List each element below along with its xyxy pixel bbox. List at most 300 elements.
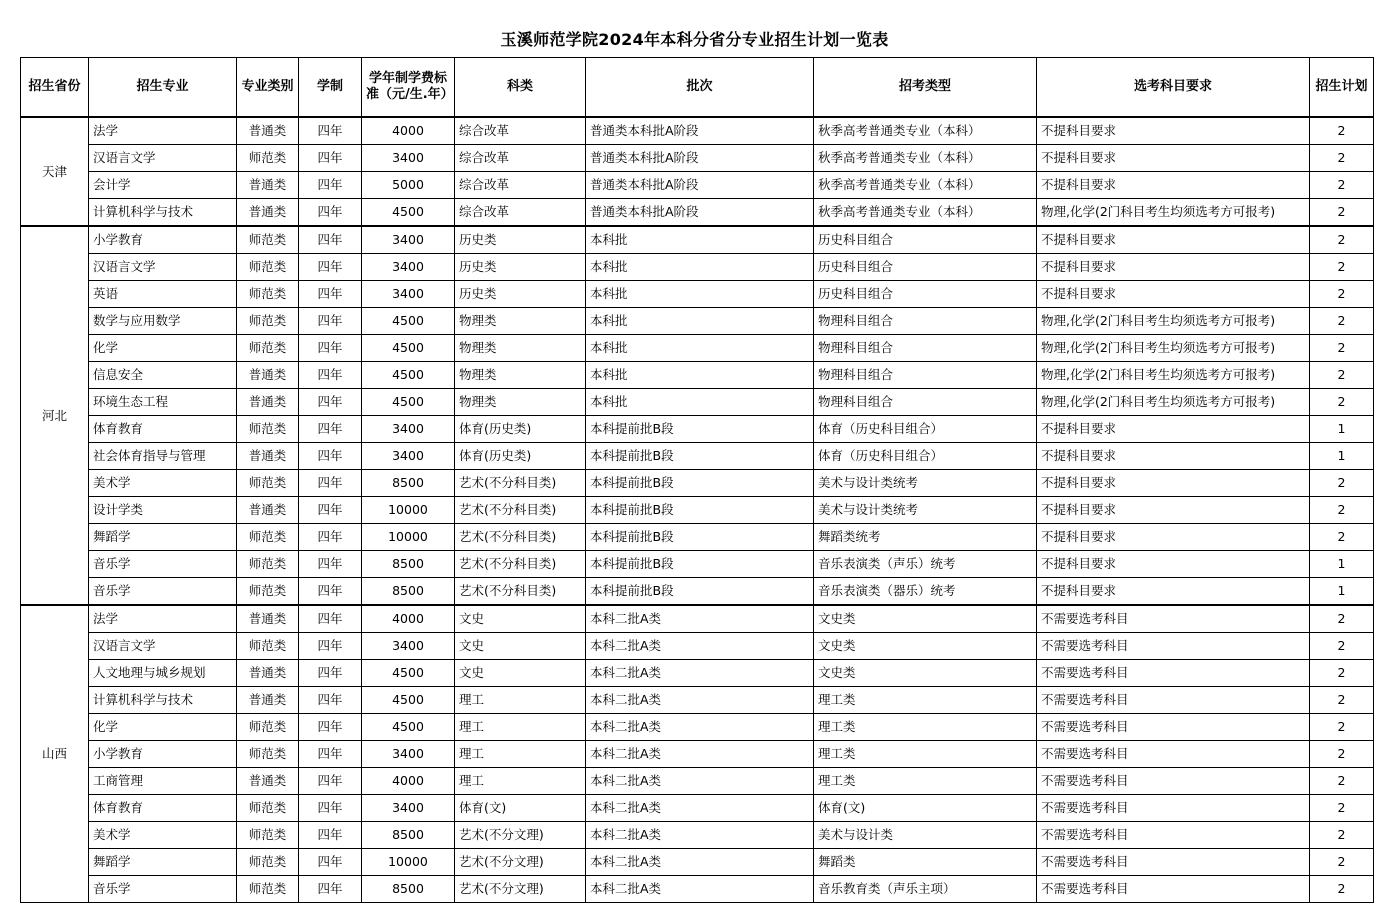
cell-duration: 四年 [299,633,362,660]
header-province: 招生省份 [21,58,89,118]
cell-duration: 四年 [299,524,362,551]
cell-requirement: 不提科目要求 [1037,281,1310,308]
cell-plan: 1 [1310,443,1374,470]
cell-subject: 综合改革 [455,199,586,227]
cell-subject: 综合改革 [455,145,586,172]
cell-plan: 2 [1310,308,1374,335]
cell-plan: 2 [1310,849,1374,876]
cell-duration: 四年 [299,308,362,335]
cell-fee: 4500 [362,687,455,714]
cell-major: 人文地理与城乡规划 [89,660,237,687]
cell-plan: 2 [1310,281,1374,308]
table-row [21,226,1374,254]
cell-major: 工商管理 [89,768,237,795]
cell-subject: 艺术(不分文理) [455,876,586,903]
table-row [21,362,1374,389]
cell-exam-type: 物理科目组合 [814,308,1037,335]
cell-category: 普通类 [237,389,299,416]
cell-exam-type: 秋季高考普通类专业（本科） [814,145,1037,172]
cell-subject: 理工 [455,768,586,795]
cell-plan: 2 [1310,768,1374,795]
cell-batch: 本科提前批B段 [586,497,814,524]
table-row [21,443,1374,470]
cell-category: 师范类 [237,551,299,578]
table-row [21,687,1374,714]
cell-category: 师范类 [237,795,299,822]
cell-exam-type: 音乐表演类（器乐）统考 [814,578,1037,606]
cell-batch: 本科二批A类 [586,822,814,849]
cell-fee: 3400 [362,443,455,470]
cell-exam-type: 体育（历史科目组合） [814,443,1037,470]
cell-subject: 艺术(不分科目类) [455,470,586,497]
cell-batch: 本科提前批B段 [586,443,814,470]
cell-plan: 2 [1310,226,1374,254]
cell-requirement: 不提科目要求 [1037,497,1310,524]
cell-subject: 艺术(不分科目类) [455,551,586,578]
cell-requirement: 不需要选考科目 [1037,714,1310,741]
cell-duration: 四年 [299,281,362,308]
cell-major: 美术学 [89,470,237,497]
cell-plan: 2 [1310,199,1374,227]
cell-category: 普通类 [237,687,299,714]
cell-exam-type: 历史科目组合 [814,254,1037,281]
cell-requirement: 物理,化学(2门科目考生均须选考方可报考) [1037,308,1310,335]
cell-fee: 8500 [362,822,455,849]
header-fee: 学年制学费标准（元/生.年） [362,58,455,118]
cell-fee: 4500 [362,714,455,741]
cell-major: 信息安全 [89,362,237,389]
cell-fee: 4500 [362,660,455,687]
cell-exam-type: 理工类 [814,741,1037,768]
cell-batch: 本科二批A类 [586,768,814,795]
cell-duration: 四年 [299,497,362,524]
cell-fee: 4500 [362,389,455,416]
cell-major: 汉语言文学 [89,254,237,281]
cell-batch: 本科批 [586,308,814,335]
cell-requirement: 不需要选考科目 [1037,660,1310,687]
cell-category: 师范类 [237,335,299,362]
cell-fee: 4000 [362,605,455,633]
table-row [21,389,1374,416]
table-row [21,849,1374,876]
header-category: 专业类别 [237,58,299,118]
cell-category: 普通类 [237,660,299,687]
cell-duration: 四年 [299,578,362,606]
cell-subject: 历史类 [455,281,586,308]
cell-requirement: 不提科目要求 [1037,172,1310,199]
cell-category: 普通类 [237,443,299,470]
cell-requirement: 物理,化学(2门科目考生均须选考方可报考) [1037,199,1310,227]
cell-exam-type: 体育（历史科目组合） [814,416,1037,443]
table-header [21,58,1374,118]
cell-subject: 历史类 [455,254,586,281]
cell-plan: 2 [1310,660,1374,687]
cell-duration: 四年 [299,849,362,876]
cell-requirement: 不提科目要求 [1037,416,1310,443]
cell-plan: 2 [1310,117,1374,145]
cell-plan: 1 [1310,416,1374,443]
cell-subject: 文史 [455,605,586,633]
cell-fee: 3400 [362,226,455,254]
cell-category: 普通类 [237,199,299,227]
cell-subject: 艺术(不分科目类) [455,497,586,524]
cell-batch: 本科二批A类 [586,633,814,660]
cell-category: 师范类 [237,226,299,254]
cell-major: 小学教育 [89,226,237,254]
cell-exam-type: 物理科目组合 [814,335,1037,362]
cell-plan: 2 [1310,389,1374,416]
page-title: 玉溪师范学院2024年本科分省分专业招生计划一览表 [500,30,889,49]
cell-duration: 四年 [299,470,362,497]
cell-category: 师范类 [237,308,299,335]
cell-subject: 体育(文) [455,795,586,822]
cell-major: 计算机科学与技术 [89,199,237,227]
table-row [21,714,1374,741]
cell-duration: 四年 [299,254,362,281]
cell-fee: 8500 [362,876,455,903]
cell-fee: 4500 [362,362,455,389]
cell-batch: 本科二批A类 [586,876,814,903]
cell-subject: 物理类 [455,362,586,389]
cell-requirement: 不提科目要求 [1037,551,1310,578]
cell-fee: 8500 [362,551,455,578]
cell-major: 数学与应用数学 [89,308,237,335]
cell-duration: 四年 [299,876,362,903]
cell-exam-type: 文史类 [814,605,1037,633]
cell-exam-type: 秋季高考普通类专业（本科） [814,117,1037,145]
cell-fee: 3400 [362,145,455,172]
cell-subject: 综合改革 [455,172,586,199]
cell-plan: 2 [1310,172,1374,199]
cell-category: 普通类 [237,497,299,524]
cell-category: 师范类 [237,254,299,281]
cell-exam-type: 美术与设计类 [814,822,1037,849]
cell-duration: 四年 [299,145,362,172]
cell-fee: 8500 [362,470,455,497]
cell-major: 法学 [89,605,237,633]
cell-batch: 本科批 [586,281,814,308]
cell-subject: 历史类 [455,226,586,254]
cell-requirement: 不需要选考科目 [1037,822,1310,849]
cell-major: 设计学类 [89,497,237,524]
cell-fee: 4500 [362,308,455,335]
cell-fee: 10000 [362,849,455,876]
table-row [21,660,1374,687]
cell-duration: 四年 [299,199,362,227]
table-row [21,470,1374,497]
cell-plan: 1 [1310,551,1374,578]
cell-subject: 综合改革 [455,117,586,145]
cell-major: 法学 [89,117,237,145]
cell-major: 体育教育 [89,416,237,443]
cell-duration: 四年 [299,660,362,687]
cell-fee: 3400 [362,633,455,660]
cell-exam-type: 历史科目组合 [814,281,1037,308]
province-group [21,605,1374,903]
cell-exam-type: 理工类 [814,768,1037,795]
header-plan: 招生计划 [1310,58,1374,118]
table-row [21,524,1374,551]
header-requirement: 选考科目要求 [1037,58,1310,118]
cell-batch: 普通类本科批A阶段 [586,117,814,145]
cell-plan: 2 [1310,795,1374,822]
cell-duration: 四年 [299,687,362,714]
cell-requirement: 不提科目要求 [1037,470,1310,497]
table-row [21,335,1374,362]
cell-duration: 四年 [299,551,362,578]
cell-category: 师范类 [237,145,299,172]
cell-fee: 3400 [362,254,455,281]
cell-major: 美术学 [89,822,237,849]
cell-subject: 物理类 [455,308,586,335]
cell-subject: 理工 [455,741,586,768]
cell-exam-type: 体育(文) [814,795,1037,822]
cell-duration: 四年 [299,795,362,822]
cell-category: 师范类 [237,416,299,443]
cell-batch: 本科二批A类 [586,849,814,876]
cell-requirement: 不提科目要求 [1037,578,1310,606]
cell-requirement: 不需要选考科目 [1037,768,1310,795]
header-duration: 学制 [299,58,362,118]
cell-batch: 本科二批A类 [586,605,814,633]
cell-category: 师范类 [237,849,299,876]
cell-major: 英语 [89,281,237,308]
table-row [21,876,1374,903]
cell-duration: 四年 [299,443,362,470]
cell-category: 普通类 [237,362,299,389]
cell-batch: 本科批 [586,254,814,281]
header-exam-type: 招考类型 [814,58,1037,118]
cell-major: 会计学 [89,172,237,199]
cell-province: 河北 [21,226,89,605]
cell-exam-type: 音乐表演类（声乐）统考 [814,551,1037,578]
cell-batch: 普通类本科批A阶段 [586,199,814,227]
enrollment-plan-table [20,57,1374,903]
table-row [21,416,1374,443]
cell-requirement: 不提科目要求 [1037,117,1310,145]
cell-requirement: 不需要选考科目 [1037,795,1310,822]
cell-major: 汉语言文学 [89,633,237,660]
cell-subject: 艺术(不分科目类) [455,524,586,551]
cell-category: 师范类 [237,714,299,741]
table-row [21,254,1374,281]
cell-batch: 本科二批A类 [586,660,814,687]
cell-batch: 本科批 [586,226,814,254]
cell-batch: 普通类本科批A阶段 [586,145,814,172]
cell-subject: 理工 [455,714,586,741]
cell-requirement: 物理,化学(2门科目考生均须选考方可报考) [1037,335,1310,362]
cell-exam-type: 理工类 [814,714,1037,741]
cell-requirement: 不提科目要求 [1037,254,1310,281]
cell-plan: 2 [1310,362,1374,389]
cell-batch: 普通类本科批A阶段 [586,172,814,199]
table-row [21,741,1374,768]
cell-batch: 本科二批A类 [586,714,814,741]
cell-major: 环境生态工程 [89,389,237,416]
cell-exam-type: 历史科目组合 [814,226,1037,254]
cell-requirement: 不提科目要求 [1037,226,1310,254]
cell-fee: 8500 [362,578,455,606]
cell-batch: 本科批 [586,362,814,389]
cell-major: 汉语言文学 [89,145,237,172]
cell-plan: 2 [1310,470,1374,497]
cell-plan: 2 [1310,145,1374,172]
cell-major: 音乐学 [89,578,237,606]
table-row [21,308,1374,335]
cell-batch: 本科提前批B段 [586,524,814,551]
cell-requirement: 不提科目要求 [1037,524,1310,551]
cell-major: 音乐学 [89,876,237,903]
cell-subject: 体育(历史类) [455,416,586,443]
cell-major: 社会体育指导与管理 [89,443,237,470]
cell-batch: 本科提前批B段 [586,551,814,578]
cell-plan: 2 [1310,741,1374,768]
cell-requirement: 不需要选考科目 [1037,876,1310,903]
cell-plan: 2 [1310,605,1374,633]
cell-duration: 四年 [299,226,362,254]
cell-duration: 四年 [299,605,362,633]
cell-province: 天津 [21,117,89,226]
cell-exam-type: 舞蹈类 [814,849,1037,876]
cell-exam-type: 美术与设计类统考 [814,497,1037,524]
cell-plan: 2 [1310,876,1374,903]
table-row [21,172,1374,199]
table-row [21,199,1374,227]
cell-plan: 1 [1310,578,1374,606]
table-row [21,822,1374,849]
cell-fee: 4000 [362,768,455,795]
cell-exam-type: 音乐教育类（声乐主项） [814,876,1037,903]
table-row [21,551,1374,578]
cell-subject: 理工 [455,687,586,714]
cell-major: 音乐学 [89,551,237,578]
cell-category: 师范类 [237,281,299,308]
cell-subject: 艺术(不分文理) [455,849,586,876]
cell-category: 师范类 [237,741,299,768]
cell-category: 普通类 [237,605,299,633]
cell-batch: 本科二批A类 [586,687,814,714]
cell-subject: 体育(历史类) [455,443,586,470]
table-row [21,145,1374,172]
cell-requirement: 不需要选考科目 [1037,741,1310,768]
cell-exam-type: 文史类 [814,660,1037,687]
cell-fee: 4500 [362,335,455,362]
cell-plan: 2 [1310,497,1374,524]
header-batch: 批次 [586,58,814,118]
cell-category: 师范类 [237,822,299,849]
cell-duration: 四年 [299,822,362,849]
cell-duration: 四年 [299,768,362,795]
cell-plan: 2 [1310,687,1374,714]
cell-exam-type: 秋季高考普通类专业（本科） [814,199,1037,227]
cell-subject: 文史 [455,633,586,660]
table-row [21,497,1374,524]
cell-batch: 本科二批A类 [586,795,814,822]
header-major: 招生专业 [89,58,237,118]
cell-duration: 四年 [299,741,362,768]
cell-plan: 2 [1310,633,1374,660]
cell-major: 舞蹈学 [89,524,237,551]
cell-fee: 10000 [362,497,455,524]
cell-exam-type: 舞蹈类统考 [814,524,1037,551]
cell-major: 化学 [89,714,237,741]
cell-exam-type: 秋季高考普通类专业（本科） [814,172,1037,199]
table-row [21,605,1374,633]
cell-requirement: 不需要选考科目 [1037,849,1310,876]
cell-plan: 2 [1310,335,1374,362]
cell-batch: 本科二批A类 [586,741,814,768]
cell-plan: 2 [1310,714,1374,741]
cell-subject: 艺术(不分科目类) [455,578,586,606]
table-row [21,578,1374,606]
cell-exam-type: 物理科目组合 [814,362,1037,389]
cell-exam-type: 美术与设计类统考 [814,470,1037,497]
cell-duration: 四年 [299,117,362,145]
table-row [21,281,1374,308]
cell-duration: 四年 [299,172,362,199]
cell-requirement: 不需要选考科目 [1037,687,1310,714]
cell-category: 普通类 [237,768,299,795]
cell-subject: 文史 [455,660,586,687]
cell-batch: 本科提前批B段 [586,470,814,497]
cell-category: 普通类 [237,117,299,145]
cell-major: 化学 [89,335,237,362]
header-subject: 科类 [455,58,586,118]
cell-category: 师范类 [237,876,299,903]
cell-fee: 4500 [362,199,455,227]
cell-duration: 四年 [299,389,362,416]
cell-batch: 本科提前批B段 [586,578,814,606]
cell-duration: 四年 [299,362,362,389]
cell-plan: 2 [1310,822,1374,849]
table-row [21,795,1374,822]
cell-category: 师范类 [237,578,299,606]
cell-major: 计算机科学与技术 [89,687,237,714]
table-row [21,768,1374,795]
cell-fee: 5000 [362,172,455,199]
cell-fee: 4000 [362,117,455,145]
table-row [21,633,1374,660]
cell-plan: 2 [1310,524,1374,551]
cell-requirement: 物理,化学(2门科目考生均须选考方可报考) [1037,362,1310,389]
cell-subject: 艺术(不分文理) [455,822,586,849]
cell-duration: 四年 [299,335,362,362]
province-group [21,117,1374,226]
cell-fee: 3400 [362,281,455,308]
cell-requirement: 物理,化学(2门科目考生均须选考方可报考) [1037,389,1310,416]
cell-exam-type: 物理科目组合 [814,389,1037,416]
cell-subject: 物理类 [455,335,586,362]
cell-province: 山西 [21,605,89,903]
cell-batch: 本科批 [586,389,814,416]
cell-exam-type: 理工类 [814,687,1037,714]
province-group [21,226,1374,605]
cell-fee: 3400 [362,741,455,768]
cell-exam-type: 文史类 [814,633,1037,660]
cell-category: 普通类 [237,172,299,199]
cell-subject: 物理类 [455,389,586,416]
cell-batch: 本科批 [586,335,814,362]
table-row [21,117,1374,145]
cell-fee: 10000 [362,524,455,551]
cell-requirement: 不提科目要求 [1037,145,1310,172]
cell-plan: 2 [1310,254,1374,281]
cell-major: 小学教育 [89,741,237,768]
cell-requirement: 不需要选考科目 [1037,605,1310,633]
cell-category: 师范类 [237,633,299,660]
cell-batch: 本科提前批B段 [586,416,814,443]
cell-fee: 3400 [362,416,455,443]
